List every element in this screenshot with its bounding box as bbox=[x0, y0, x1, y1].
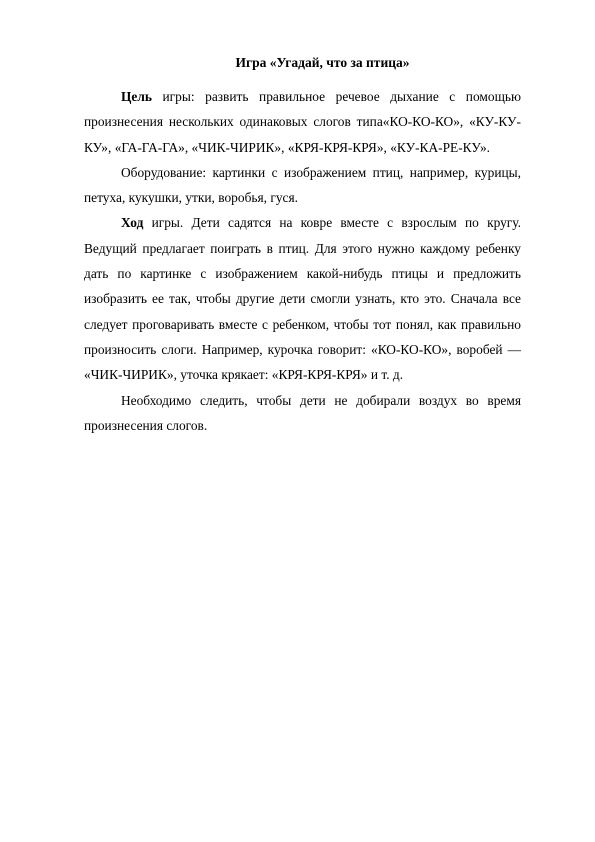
paragraph-goal-lead: Цель bbox=[121, 89, 152, 104]
paragraph-goal-text: игры: развить правильное речевое дыхание с помощью произнесения нескольких одинаковых слогов типа«КО-КО-КО», «КУ-КУ-КУ», «ГА-ГА-ГА», «ЧИК-ЧИРИК», «КРЯ-КРЯ-КРЯ», «КУ-КА-РЕ-КУ». bbox=[84, 89, 521, 155]
paragraph-game-process-lead: Ход bbox=[121, 215, 144, 231]
paragraph-game-process bbox=[84, 210, 521, 387]
paragraph-game-process-text: игры. Дети садятся на ковре вместе с взрослым по кругу. Ведущий предлагает поиграть в птиц. Для этого нужно каждому ребенку дать по картинке с изображением какой-нибудь птицы и предложить изобразить ее так, чтобы другие дети смогли узнать, кто это. Сначала все следует проговаривать вместе с ребенком, чтобы тот понял, как правильно произносить слоги. Например, курочка говорит: «КО-КО-КО», воробей — «ЧИК-ЧИРИК», уточка крякает: «КРЯ-КРЯ-КРЯ» и т. д. bbox=[84, 215, 521, 383]
paragraph-equipment bbox=[84, 160, 521, 211]
paragraph-note bbox=[84, 388, 521, 439]
paragraph-equipment-text: Оборудование: картинки с изображением птиц, например, курицы, петуха, кукушки, утки, воробья, гуся. bbox=[84, 164, 521, 206]
paragraph-note-text: Необходимо следить, чтобы дети не добирали воздух во время произнесения слогов. bbox=[84, 392, 521, 433]
document-title: Игра «Угадай, что за птица» bbox=[235, 55, 410, 70]
paragraph-goal bbox=[84, 84, 521, 160]
document-body bbox=[84, 84, 521, 438]
